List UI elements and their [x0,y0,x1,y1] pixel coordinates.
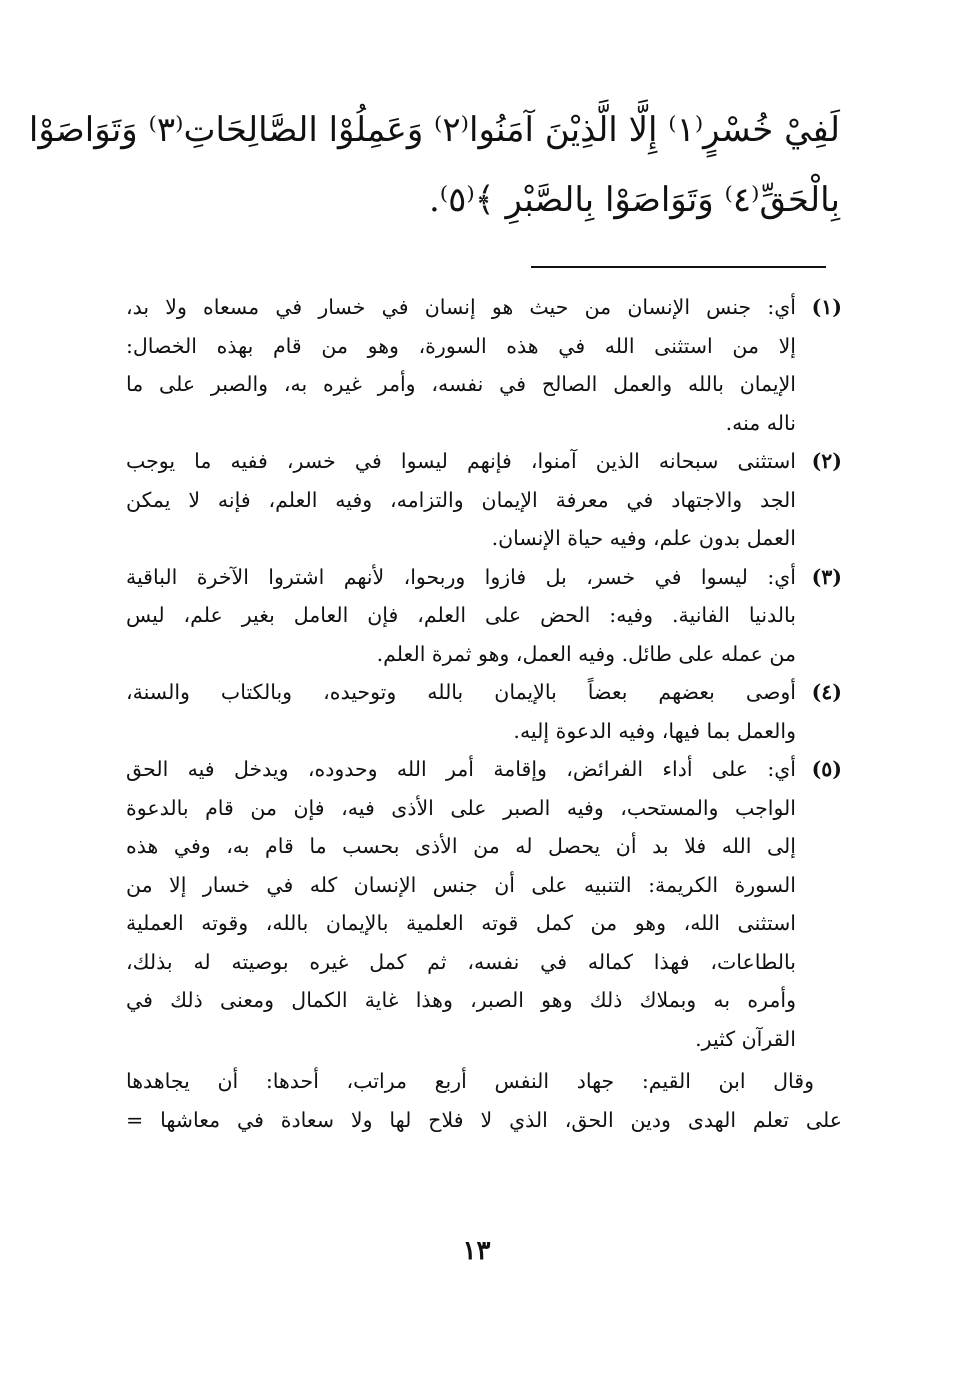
footnote-3 [126,558,842,674]
page-number: ١٣ [462,1236,491,1266]
footnote-line: من عمله على طائل. وفيه العمل، وهو ثمرة العلم. [376,641,796,666]
footnote-line: إلى الله فلا بد أن يحصل له من الأذى بحسب ما قام به، وفي هذه [126,834,796,858]
footnote-5 [126,750,842,1058]
footnote-line: أوصى بعضهم بعضاً بالإيمان بالله وتوحيده، وبالكتاب والسنة، [126,680,796,704]
footnote-text [126,558,796,674]
footnote-4 [126,673,842,750]
continuation-paragraph [126,1062,842,1139]
footnote-line: الواجب والمستحب، وفيه الصبر على الأذى فيه، فإن من قام بالدعوة [126,795,796,820]
footnote-line: الجد والاجتهاد في معرفة الإيمان والتزامه، وفيه العلم، فإنه لا يمكن [126,487,796,512]
footnote-text [126,673,796,750]
footnote-text [126,750,796,1058]
paragraph-line: وقال ابن القيم: جهاد النفس أربع مراتب، أحدها: أن يجاهدها [126,1069,814,1093]
footnote-number: (٢) [811,449,842,473]
footnote-number: (٥) [811,757,842,781]
footnotes [126,288,842,1139]
footnote-line: والعمل بما فيها، وفيه الدعوة إليه. [513,718,796,743]
footnote-number: (١) [811,295,842,319]
footnote-line: بالطاعات، فهذا كماله في نفسه، ثم كمل غيره بوصيته له بذلك، [126,949,796,974]
footnote-line: استثنى الله، وهو من كمل قوته العلمية بالإيمان بالله، وقوته العملية [126,911,796,935]
footnote-line: بالدنيا الفانية. وفيه: الحض على العلم، فإن العامل بغير علم، ليس [126,603,796,627]
footnote-line: الإيمان بالله والعمل الصالح في نفسه، وأمر غيره به، والصبر على ما [126,372,796,396]
quran-verse [28,95,840,235]
footnote-line: أي: ليسوا في خسر، بل فازوا وربحوا، لأنهم اشتروا الآخرة الباقية [126,564,796,589]
footnote-line: إلا من استثنى الله في هذه السورة، وهو من قام بهذه الخصال: [126,333,796,358]
verse-line-2: بِالْحَقِّ⁽٤⁾ وَتَوَاصَوْا بِالصَّبْرِ ﴾⁽٥⁾. [428,180,840,220]
footnote-1 [126,288,842,442]
footnote-line: استثنى سبحانه الذين آمنوا، فإنهم ليسوا في خسر، ففيه ما يوجب [126,449,796,473]
footnote-2 [126,442,842,558]
footnote-number: (٤) [811,680,842,704]
footnote-text [126,288,796,442]
footnote-number: (٣) [811,564,842,589]
footnote-line: السورة الكريمة: التنبيه على أن جنس الإنسان كله في خسار إلا من [126,872,796,897]
footnote-line: وأمره به وبملاك ذلك وهو الصبر، وهذا غاية الكمال ومعنى ذلك في [126,988,796,1012]
footnote-line: أي: جنس الإنسان من حيث هو إنسان في خسار في مسعاه ولا بد، [126,295,796,319]
verse-line-1: لَفِيْ خُسْرٍ⁽١⁾ إِلَّا الَّذِيْنَ آمَنُوا⁽٢⁾ وَعَمِلُوْا الصَّالِحَاتِ⁽٣⁾ وَتَوَاصَوْا [28,110,840,150]
footnote-line: أي: على أداء الفرائض، وإقامة أمر الله وحدوده، ويدخل فيه الحق [126,757,796,781]
paragraph-line: على تعلم الهدى ودين الحق، الذي لا فلاح لها ولا سعادة في معاشها = [126,1107,842,1132]
footnote-divider [531,266,826,268]
footnote-line: ناله منه. [725,410,796,435]
footnote-text [126,442,796,558]
footnote-line: العمل بدون علم، وفيه حياة الإنسان. [491,526,796,550]
footnote-line: القرآن كثير. [695,1026,796,1051]
